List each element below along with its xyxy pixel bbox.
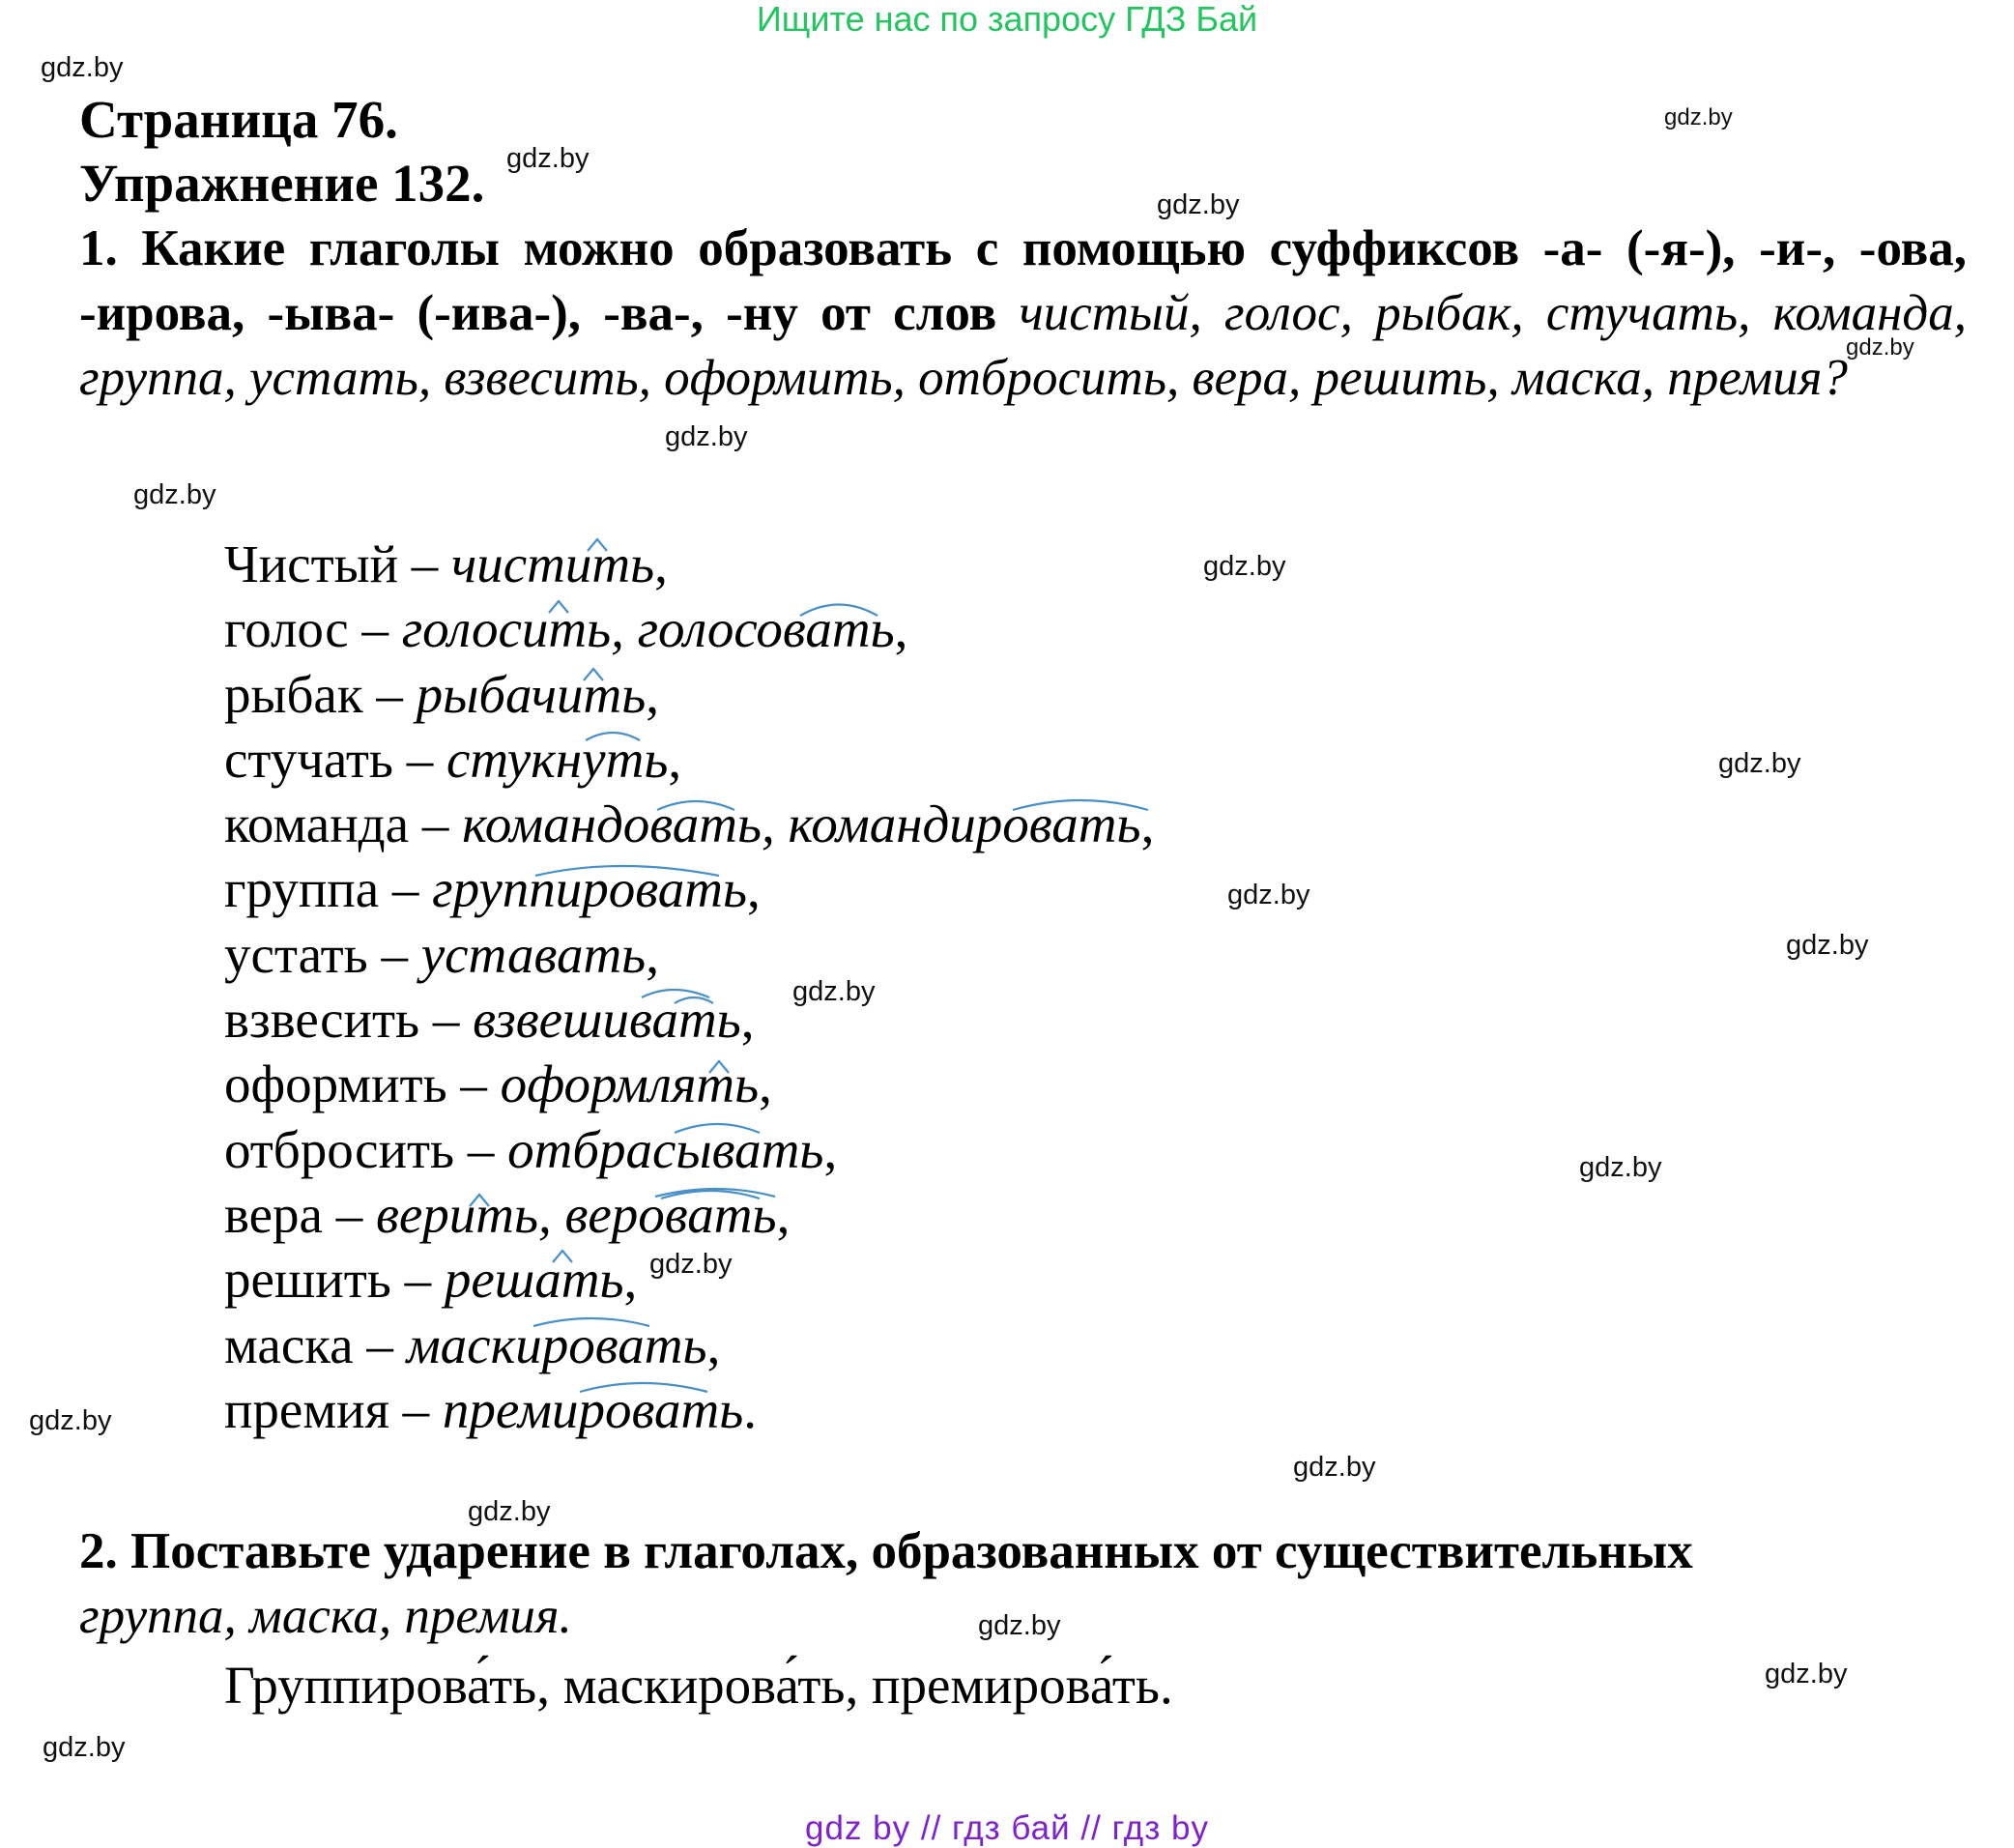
source-word: решить [224,1250,391,1310]
dash: – [388,1379,443,1439]
dash: – [393,729,446,789]
watermark: gdz.by [1157,189,1240,220]
derived-verb: отбрасывать [507,1119,824,1179]
dash: – [454,1119,508,1179]
punctuation: , [747,859,761,919]
watermark: gdz.by [133,479,216,510]
watermark: gdz.by [1765,1659,1848,1689]
watermark: gdz.by [41,52,124,83]
derived-verb: взвешивать [473,990,741,1050]
dash: – [353,1314,407,1374]
dash: – [419,990,474,1050]
derived-verb: верить, веровать [375,1184,777,1244]
exercise-title: Упражнение 132. [79,154,485,213]
answer-row [224,922,1154,987]
watermark: gdz.by [468,1496,551,1527]
derived-verb: рыбачить [416,664,647,724]
source-word: устать [224,924,368,984]
source-word: отбросить [224,1119,455,1179]
dash: – [348,599,402,659]
watermark: gdz.by [649,1249,733,1280]
page-title: Страница 76. [79,90,398,149]
dash: – [398,534,452,593]
answer-row [224,1052,1154,1116]
source-word: вера [224,1184,323,1244]
derived-verb: командовать, командировать [462,794,1141,854]
punctuation: , [823,1119,838,1179]
derived-verb: оформлять [500,1054,760,1114]
task-1 [79,217,1967,411]
source-word: Чистый [224,534,399,593]
derived-verb: чистить [451,534,655,593]
source-word: голос [224,599,349,659]
task-2-prompt: 2. Поставьте ударение в глаголах, образованных от существительных [79,1523,1693,1579]
derived-verb: уставать [420,924,647,984]
answer-row [224,1313,1154,1377]
answer-row [224,532,1154,596]
watermark: gdz.by [1227,880,1310,910]
source-word: взвесить [224,990,420,1050]
punctuation: , [740,990,755,1050]
derived-verb: группировать [432,859,748,919]
dash: – [446,1054,501,1114]
dash: – [322,1184,376,1244]
derived-verb: премировать [442,1379,744,1439]
watermark: gdz.by [978,1610,1061,1641]
answer-row [224,1182,1154,1247]
answer-row [224,856,1154,921]
punctuation: , [654,534,668,593]
task-2-answer: Группирова́ть, маскирова́ть, премирова́ть. [224,1656,1173,1715]
dash: – [379,859,433,919]
answer-row [224,987,1154,1052]
punctuation: , [646,924,659,984]
answer-list [224,532,1154,1442]
derived-verb: решать [444,1250,624,1310]
watermark: gdz.by [506,143,590,174]
answer-row [224,596,1154,661]
answer-row [224,1247,1154,1312]
source-word: команда [224,794,410,854]
punctuation: , [759,1054,772,1114]
task-1-words: чистый, голос, рыбак, стучать, команда, группа, устать, взвесить, оформить, отбросить, вера, решить, маска, премия? [79,285,1967,406]
derived-verb: голосить, голосовать [401,599,895,659]
punctuation: . [743,1379,758,1439]
watermark: gdz.by [1293,1452,1376,1483]
watermark: gdz.by [792,976,876,1007]
task-2-words: группа, маска, премия. [79,1588,572,1644]
source-word: стучать [224,729,393,789]
footer-links: gdz by // гдз бай // гдз by [805,1809,1209,1847]
watermark: gdz.by [1846,334,1914,361]
watermark: gdz.by [43,1732,126,1763]
punctuation: , [1140,794,1155,854]
watermark: gdz.by [1786,930,1869,961]
punctuation: , [646,664,659,724]
answer-row [224,662,1154,727]
watermark: gdz.by [1718,748,1801,779]
watermark: gdz.by [1664,104,1733,130]
watermark: gdz.by [1579,1152,1662,1183]
source-word: оформить [224,1054,447,1114]
source-word: рыбак [224,664,363,724]
punctuation: , [623,1250,638,1310]
punctuation: , [668,729,682,789]
dash: – [367,924,421,984]
task-1-prompt: 1. Какие глаголы можно образовать с помощью суффиксов -а- (-я-), -и-, -ова, -ирова, -ыва- (-ива-), -ва-, -ну от слов [79,220,1967,341]
answer-row [224,1117,1154,1182]
answer-row [224,727,1154,792]
dash: – [362,664,417,724]
derived-verb: маскировать [406,1314,707,1374]
watermark: gdz.by [1203,551,1286,582]
watermark: gdz.by [665,421,748,452]
source-word: группа [224,859,380,919]
watermark: gdz.by [29,1405,112,1436]
derived-verb: стукнуть [446,729,669,789]
punctuation: , [706,1314,721,1374]
top-banner: Ищите нас по запросу ГДЗ Бай [756,0,1258,39]
source-word: премия [224,1379,389,1439]
answer-row [224,1377,1154,1442]
punctuation: , [894,599,908,659]
punctuation: , [776,1184,791,1244]
dash: – [390,1250,445,1310]
task-2 [79,1519,1967,1649]
dash: – [409,794,463,854]
source-word: маска [224,1314,354,1374]
answer-row [224,792,1154,856]
